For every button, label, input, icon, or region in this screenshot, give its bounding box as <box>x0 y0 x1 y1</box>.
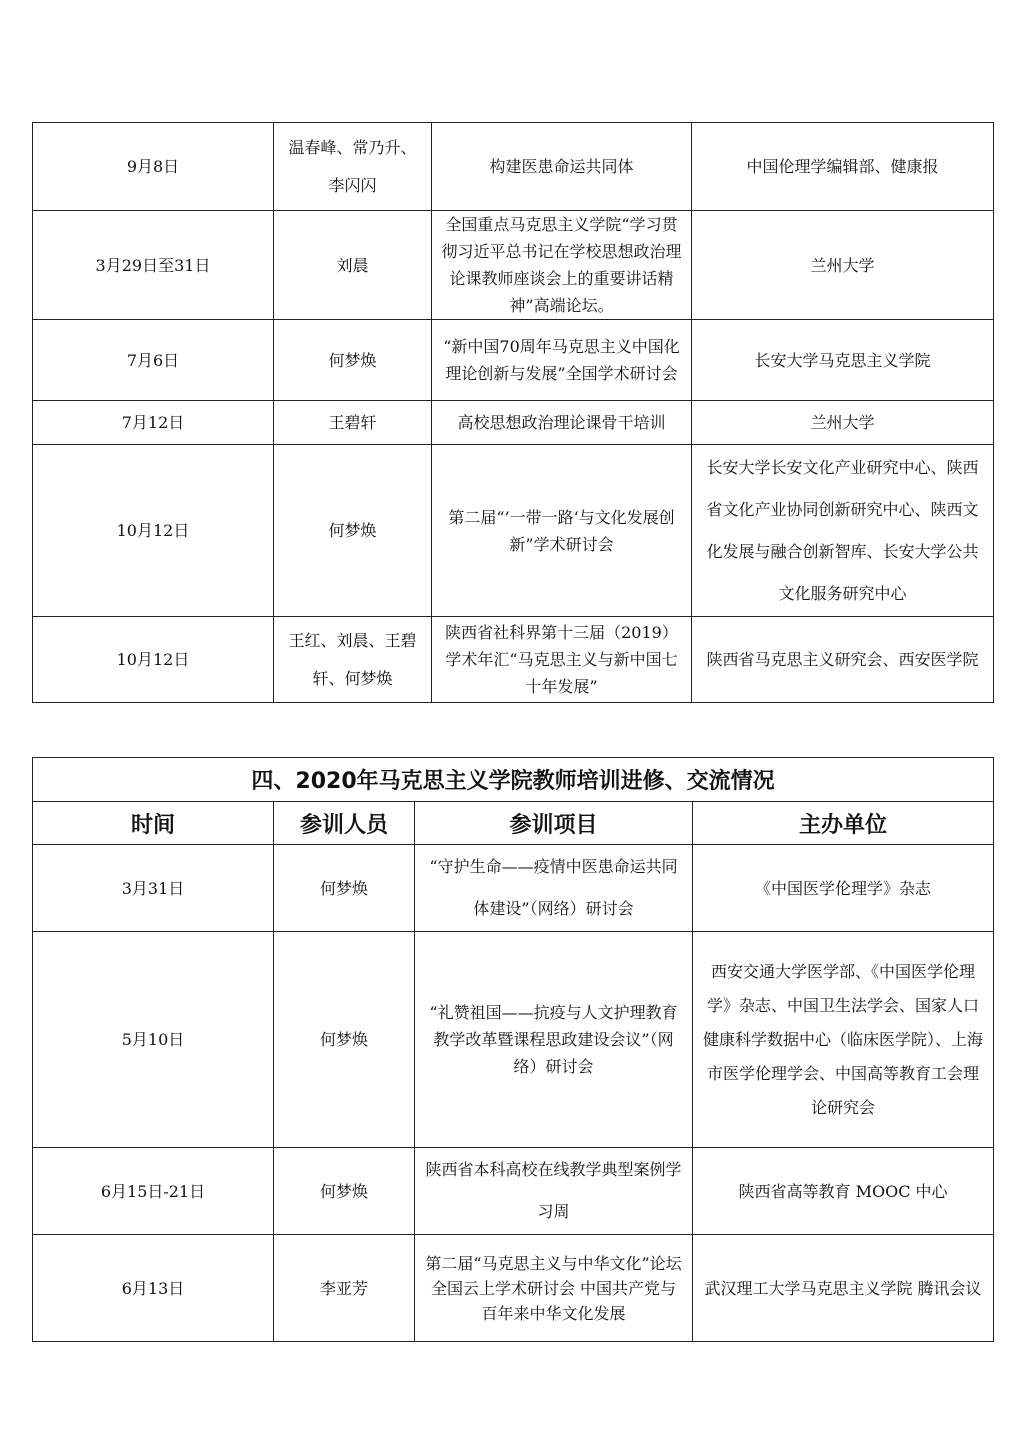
organizer-cell: 兰州大学 <box>692 211 994 320</box>
table-row <box>33 211 994 320</box>
table-row <box>33 845 994 932</box>
project-cell: 第二届“’一带一路‘与文化发展创新”学术研讨会 <box>432 445 692 617</box>
table-row <box>33 1148 994 1235</box>
project-cell: “礼赞祖国——抗疫与人文护理教育教学改革暨课程思政建设会议”（网络）研讨会 <box>415 932 693 1148</box>
date-cell: 7月12日 <box>33 401 274 445</box>
project-cell: 构建医患命运共同体 <box>432 123 692 211</box>
table-header-row <box>33 802 994 845</box>
date-cell: 10月12日 <box>33 617 274 703</box>
organizer-cell: 《中国医学伦理学》杂志 <box>693 845 994 932</box>
table-row <box>33 445 994 617</box>
organizer-cell: 长安大学马克思主义学院 <box>692 320 994 401</box>
people-cell: 温春峰、常乃升、李闪闪 <box>274 123 432 211</box>
project-cell: “守护生命——疫情中医患命运共同体建设”（网络）研讨会 <box>415 845 693 932</box>
people-cell: 何梦焕 <box>274 932 415 1148</box>
date-cell: 6月15日-21日 <box>33 1148 274 1235</box>
table-row <box>33 320 994 401</box>
people-cell: 何梦焕 <box>274 845 415 932</box>
organizer-cell: 陕西省高等教育 MOOC 中心 <box>693 1148 994 1235</box>
table-row <box>33 1235 994 1342</box>
date-cell: 10月12日 <box>33 445 274 617</box>
date-cell: 7月6日 <box>33 320 274 401</box>
people-cell: 何梦焕 <box>274 445 432 617</box>
organizer-cell: 武汉理工大学马克思主义学院 腾讯会议 <box>693 1235 994 1342</box>
project-cell: 陕西省本科高校在线教学典型案例学习周 <box>415 1148 693 1235</box>
table-row <box>33 123 994 211</box>
header-organizer: 主办单位 <box>693 802 994 845</box>
project-cell: 陕西省社科界第十三届（2019）学术年汇“马克思主义与新中国七十年发展” <box>432 617 692 703</box>
project-cell: 全国重点马克思主义学院“学习贯彻习近平总书记在学校思想政治理论课教师座谈会上的重要讲话精神”高端论坛。 <box>432 211 692 320</box>
header-people: 参训人员 <box>274 802 415 845</box>
table-2020-training <box>32 757 994 1342</box>
header-project: 参训项目 <box>415 802 693 845</box>
people-cell: 王红、刘晨、王碧轩、何梦焕 <box>274 617 432 703</box>
table-row <box>33 401 994 445</box>
people-cell: 何梦焕 <box>274 1148 415 1235</box>
table-row <box>33 932 994 1148</box>
people-cell: 何梦焕 <box>274 320 432 401</box>
organizer-cell: 中国伦理学编辑部、健康报 <box>692 123 994 211</box>
people-cell: 刘晨 <box>274 211 432 320</box>
organizer-cell: 长安大学长安文化产业研究中心、陕西省文化产业协同创新研究中心、陕西文化发展与融合创新智库、长安大学公共文化服务研究中心 <box>692 445 994 617</box>
project-cell: “新中国70周年马克思主义中国化理论创新与发展”全国学术研讨会 <box>432 320 692 401</box>
organizer-cell: 陕西省马克思主义研究会、西安医学院 <box>692 617 994 703</box>
table-row <box>33 617 994 703</box>
people-cell: 王碧轩 <box>274 401 432 445</box>
date-cell: 5月10日 <box>33 932 274 1148</box>
table-title-row <box>33 758 994 802</box>
date-cell: 6月13日 <box>33 1235 274 1342</box>
header-date: 时间 <box>33 802 274 845</box>
table-2019-exchanges <box>32 122 994 703</box>
table-title: 四、2020年马克思主义学院教师培训进修、交流情况 <box>33 758 994 802</box>
date-cell: 3月31日 <box>33 845 274 932</box>
organizer-cell: 西安交通大学医学部、《中国医学伦理学》杂志、中国卫生法学会、国家人口健康科学数据中心（临床医学院）、上海市医学伦理学会、中国高等教育工会理论研究会 <box>693 932 994 1148</box>
project-cell: 第二届“马克思主义与中华文化”论坛全国云上学术研讨会 中国共产党与百年来中华文化发展 <box>415 1235 693 1342</box>
organizer-cell: 兰州大学 <box>692 401 994 445</box>
date-cell: 3月29日至31日 <box>33 211 274 320</box>
date-cell: 9月8日 <box>33 123 274 211</box>
project-cell: 高校思想政治理论课骨干培训 <box>432 401 692 445</box>
people-cell: 李亚芳 <box>274 1235 415 1342</box>
